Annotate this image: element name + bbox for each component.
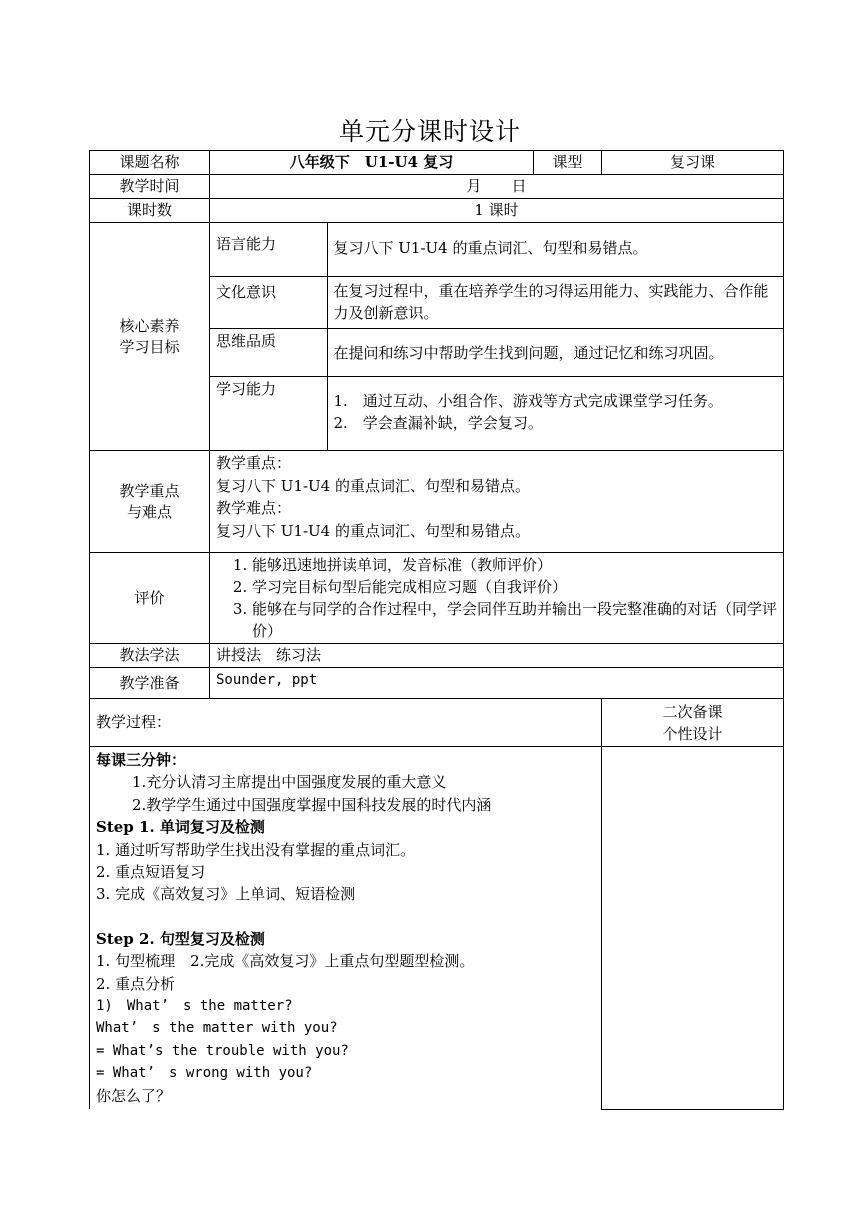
- learning-line-2: 2. 学会查漏补缺，学会复习。: [333, 413, 543, 432]
- sentence-line: 1) What’ s the matter?: [96, 998, 293, 1015]
- second-prep-header: [602, 699, 784, 747]
- evaluation-item: 3. 能够在与同学的合作过程中，学会同伴互助并输出一段完整准确的对话（同学评价）: [252, 598, 777, 642]
- evaluation-list: [216, 554, 777, 642]
- prep-label: 教学准备: [90, 668, 210, 699]
- step1-item: 2. 重点短语复习: [96, 863, 206, 882]
- prep-row: [90, 668, 784, 699]
- second-prep-line1: 二次备课: [662, 703, 723, 721]
- evaluation-item: 1. 能够迅速地拼读单词，发音标准（教师评价）: [252, 554, 777, 576]
- step2-item: 1. 句型梳理 2.完成《高效复习》上重点句型题型检测。: [96, 952, 475, 971]
- step2-title: Step 2. 句型复习及检测: [96, 929, 265, 948]
- second-prep-area: [602, 747, 784, 1110]
- difficulty-text: 复习八下 U1-U4 的重点词汇、句型和易错点。: [216, 521, 530, 540]
- core-item-learning: [210, 376, 783, 450]
- process-label: 教学过程：: [90, 699, 602, 747]
- focus-label-line1: 教学重点: [119, 481, 180, 500]
- topic-row: [90, 151, 784, 175]
- evaluation-content: [210, 553, 784, 644]
- evaluation-item: 2. 学习完目标句型后能完成相应习题（自我评价）: [252, 576, 777, 598]
- learning-label: 学习能力: [210, 376, 327, 450]
- time-row: [90, 175, 784, 199]
- sentence-line: What’ s the matter with you?: [96, 1020, 338, 1037]
- core-item-language: [210, 223, 783, 276]
- focus-content: [210, 451, 784, 553]
- hours-row: [90, 199, 784, 223]
- language-text: 复习八下 U1-U4 的重点词汇、句型和易错点。: [327, 223, 783, 276]
- thinking-label: 思维品质: [210, 328, 327, 376]
- core-item-thinking: [210, 328, 783, 376]
- key-point-label: 教学重点：: [216, 454, 292, 472]
- second-prep-line2: 个性设计: [662, 725, 723, 743]
- prep-value: Sounder, ppt: [210, 668, 784, 699]
- sentence-line: = What’ s wrong with you?: [96, 1065, 313, 1082]
- evaluation-row: [90, 553, 784, 644]
- process-header-row: [90, 699, 784, 747]
- culture-label: 文化意识: [210, 276, 327, 328]
- topic-label: 课题名称: [90, 151, 210, 175]
- thinking-text: 在提问和练习中帮助学生找到问题，通过记忆和练习巩固。: [327, 328, 783, 376]
- culture-text: 在复习过程中，重在培养学生的习得运用能力、实践能力、合作能力及创新意识。: [327, 276, 783, 328]
- evaluation-label: 评价: [90, 553, 210, 644]
- time-value: 月 日: [210, 175, 784, 199]
- step1-item: 1. 通过听写帮助学生找出没有掌握的重点词汇。: [96, 840, 416, 859]
- core-goals: [210, 223, 784, 451]
- methods-label: 教法学法: [90, 644, 210, 668]
- translation-line: 你怎么了？: [96, 1086, 172, 1105]
- core-label-line1: 核心素养: [119, 316, 180, 335]
- focus-label: [90, 451, 210, 553]
- learning-text: [327, 376, 783, 450]
- methods-value: 讲授法 练习法: [210, 644, 784, 668]
- hours-value: 1 课时: [210, 199, 784, 223]
- three-minute-item: 2.教学学生通过中国强度掌握中国科技发展的时代内涵: [132, 795, 492, 814]
- focus-label-line2: 与难点: [126, 502, 172, 521]
- three-minute-item: 1.充分认清习主席提出中国强度发展的重大意义: [132, 773, 447, 792]
- page-title: 单元分课时设计: [338, 117, 521, 146]
- process-content: [90, 747, 602, 1110]
- core-item-culture: [210, 276, 783, 328]
- lesson-design-table: [89, 150, 784, 1110]
- core-row: [90, 223, 784, 451]
- difficulty-label: 教学难点：: [216, 499, 292, 517]
- sentence-line: = What’s the trouble with you?: [96, 1042, 349, 1059]
- key-point-text: 复习八下 U1-U4 的重点词汇、句型和易错点。: [216, 476, 530, 495]
- learning-line-1: 1. 通过互动、小组合作、游戏等方式完成课堂学习任务。: [333, 391, 723, 410]
- three-minute-title: 每课三分钟：: [96, 751, 187, 769]
- core-label-line2: 学习目标: [119, 337, 180, 356]
- methods-row: [90, 644, 784, 668]
- step1-title: Step 1. 单词复习及检测: [96, 818, 265, 837]
- process-content-row: [90, 747, 784, 1110]
- type-value: 复习课: [602, 151, 784, 175]
- topic-value: 八年级下 U1-U4 复习: [210, 151, 534, 175]
- core-goals-table: [210, 223, 783, 450]
- core-label: [90, 223, 210, 451]
- spacer: [96, 906, 595, 928]
- time-label: 教学时间: [90, 175, 210, 199]
- step1-item: 3. 完成《高效复习》上单词、短语检测: [96, 885, 356, 904]
- hours-label: 课时数: [90, 199, 210, 223]
- language-label: 语言能力: [210, 223, 327, 276]
- focus-row: [90, 451, 784, 553]
- type-label: 课型: [534, 151, 602, 175]
- step2-item: 2. 重点分析: [96, 974, 176, 993]
